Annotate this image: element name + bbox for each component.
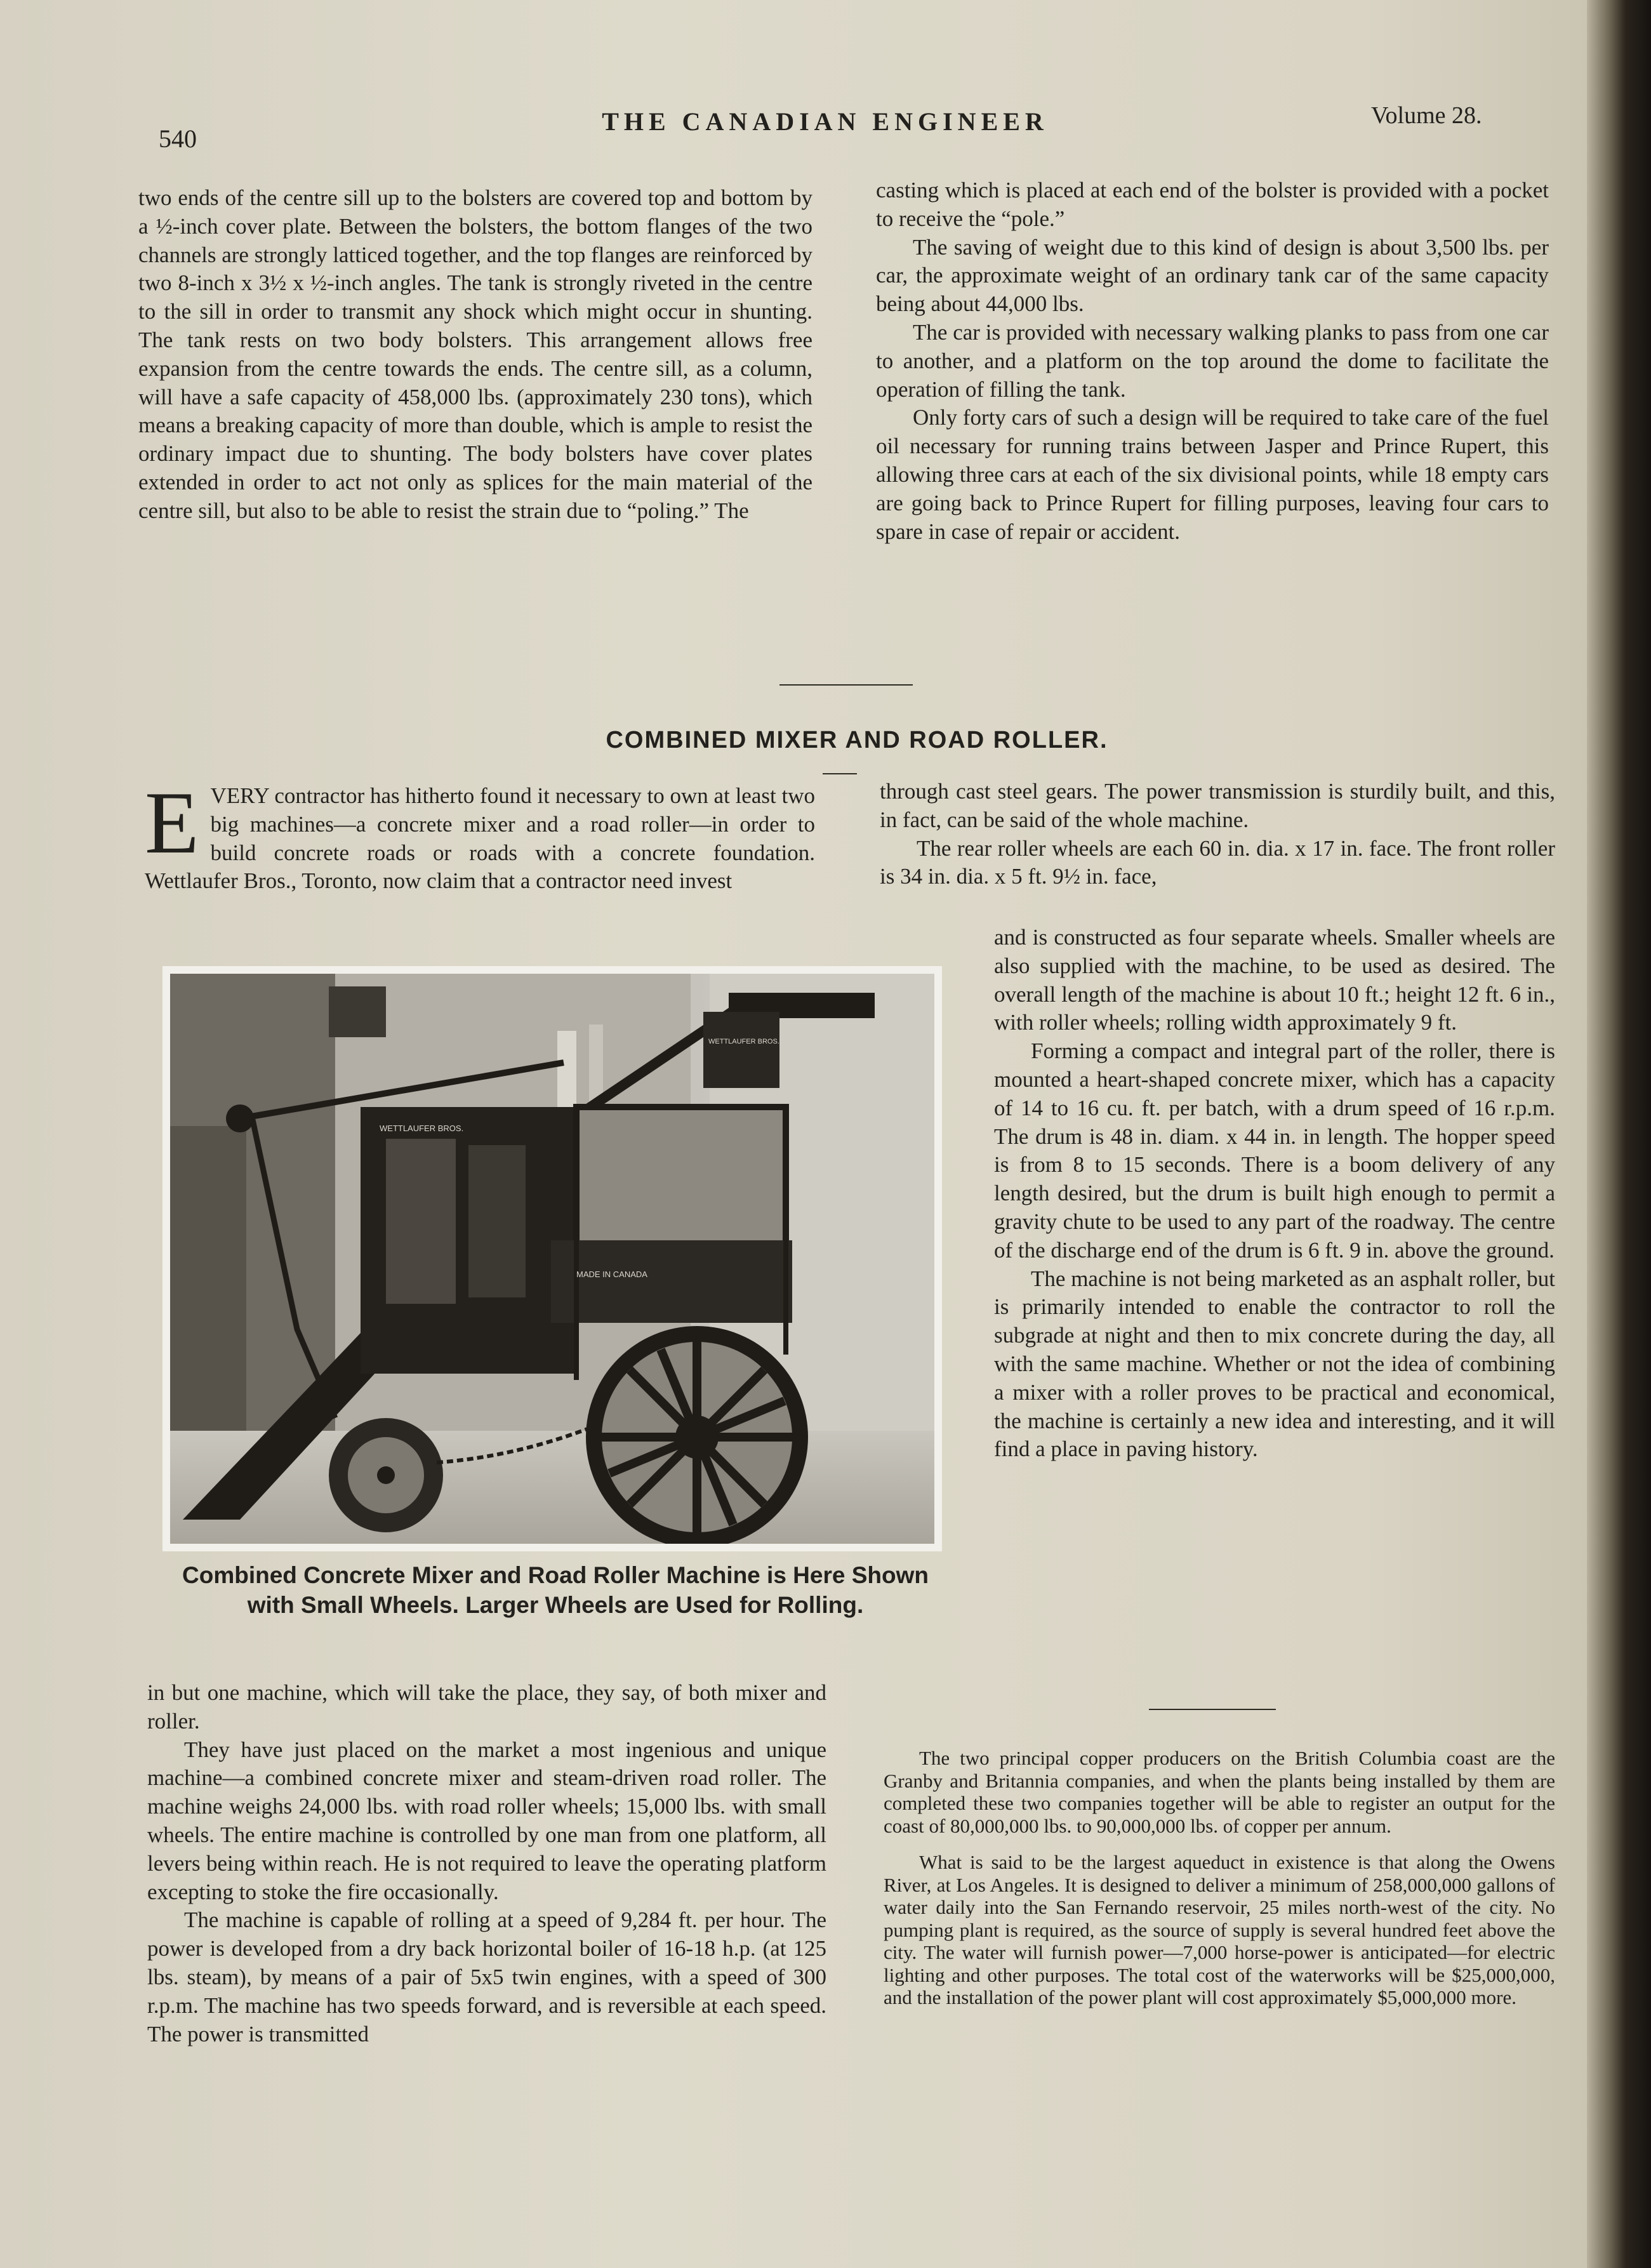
news-divider: [1149, 1709, 1276, 1710]
intro-text: VERY contractor has hitherto found it necessary to own at least two big machines—a concrete mixer and a road roller—in order to build concrete roads or roads with a concrete foundation. Wettlaufer Bros., Toronto, now claim that a contractor need invest: [145, 783, 815, 894]
paragraph: The saving of weight due to this kind of design is about 3,500 lbs. per car, the approximate weight of an ordinary tank car of the same capacity being about 44,000 lbs.: [876, 234, 1549, 317]
book-spine-edge: [1587, 0, 1651, 2268]
news-paragraph: What is said to be the largest aqueduct in existence is that along the Owens River, at Los Angeles. It is designed to deliver a minimum of 258,000,000 gallons of water daily into the San Fernando reservoir, 25 miles north-west of the city. No pumping plant is required, as the source of supply is several hundred feet above the city. The water will furnish power—7,000 horse-power is anticipated—for electric lighting and other purposes. The total cost of the waterworks will be $25,000,000, and the installation of the power plant will cost approximately $5,000,000 more.: [884, 1851, 1555, 2008]
tank-car-column-left: [138, 184, 812, 526]
paragraph: The machine is not being marketed as an asphalt roller, but is primarily intended to enable the contractor to roll the subgrade at night and then to mix concrete during the day, all with the same machine. Whether or not the idea of combining a mixer with a roller proves to be practical and economical, the machine is certainly a new idea and interesting, and it will find a place in paving history.: [994, 1266, 1555, 1462]
article-right-wide: [880, 778, 1555, 891]
paragraph: Forming a compact and integral part of the roller, there is mounted a heart-shaped concrete mixer, which has a capacity of 14 to 16 cu. ft. per batch, with a drum speed of 16 r.p.m. The drum is 48 in. diam. x 44 in. in length. The hopper speed is from 8 to 15 seconds. There is a boom delivery of any length desired, but the drum is built high enough to permit a gravity chute to be used to any part of the roadway. The centre of the discharge end of the drum is 6 ft. 9 in. above the ground.: [994, 1038, 1555, 1263]
paragraph: The car is provided with necessary walking planks to pass from one car to another, and a platform on the top around the dome to facilitate the operation of filling the tank.: [876, 319, 1549, 402]
paragraph: Only forty cars of such a design will be required to take care of the fuel oil necessary for running trains between Jasper and Prince Rupert, this allowing three cars at each of the six divisional points, while 18 empty cars are going back to Prince Rupert for filling purposes, leaving four cars to spare in case of repair or accident.: [876, 405, 1549, 544]
drop-cap: E: [145, 774, 199, 872]
intro-paragraph: [145, 774, 815, 896]
journal-title: THE CANADIAN ENGINEER: [602, 107, 1049, 136]
volume-label: Volume 28.: [1371, 102, 1482, 129]
made-in-canada-text: MADE IN CANADA: [576, 1270, 647, 1279]
hopper-plate-text: WETTLAUFER BROS.: [708, 1038, 779, 1045]
article-heading: COMBINED MIXER AND ROAD ROLLER.: [606, 727, 1108, 753]
boiler-plate-text: WETTLAUFER BROS.: [380, 1124, 464, 1133]
paragraph: casting which is placed at each end of the bolster is provided with a pocket to receive the “pole.”: [876, 178, 1549, 231]
paragraph: The rear roller wheels are each 60 in. dia. x 17 in. face. The front roller is 34 in. dia. x 5 ft. 9½ in. face,: [880, 835, 1555, 889]
page-number: 540: [159, 124, 197, 153]
machine-photograph: [162, 966, 942, 1551]
paragraph: in but one machine, which will take the place, they say, of both mixer and roller.: [147, 1680, 826, 1734]
news-paragraph: The two principal copper producers on the British Columbia coast are the Granby and Britannia companies, and when the plants being installed by them are completed these two companies together will be able to register an output for the coast of 80,000,000 lbs. to 90,000,000 lbs. of copper per annum.: [884, 1747, 1555, 1837]
article-left-continued: [147, 1679, 826, 2048]
mixer-roller-illustration: [170, 974, 934, 1544]
paragraph: through cast steel gears. The power transmission is sturdily built, and this, in fact, can be said of the whole machine.: [880, 779, 1555, 832]
section-divider: [779, 684, 913, 686]
paragraph: two ends of the centre sill up to the bolsters are covered top and bottom by a ½-inch cover plate. Between the bolsters, the bottom flanges of the two channels are strongly latticed together, and the top flanges are reinforced by two 8-inch x 3½ x ½-inch angles. The tank is strongly riveted in the centre to the sill in order to transmit any shock which might occur in shunting. The tank rests on two body bolsters. This arrangement allows free expansion from the centre towards the ends. The centre sill, as a column, will have a safe capacity of 458,000 lbs. (approximately 230 tons), which means a breaking capacity of more than double, which is ample to resist the ordinary impact due to shunting. The body bolsters have cover plates extended in order to act not only as splices for the main material of the centre sill, but also to be able to resist the strain due to “poling.” The: [138, 185, 812, 523]
paragraph: and is constructed as four separate wheels. Smaller wheels are also supplied with the machine, to be used as desired. The overall length of the machine is about 10 ft.; height 12 ft. 6 in., with roller wheels; rolling width approximately 9 ft.: [994, 925, 1555, 1035]
news-items: [884, 1747, 1555, 2023]
paragraph: The machine is capable of rolling at a speed of 9,284 ft. per hour. The power is developed from a dry back horizontal boiler of 16-18 h.p. (at 125 lbs. steam), by means of a pair of 5x5 twin engines, with a speed of 300 r.p.m. The machine has two speeds forward, and is reversible at each speed. The power is transmitted: [147, 1907, 826, 2046]
paragraph: They have just placed on the market a most ingenious and unique machine—a combined concrete mixer and steam-driven road roller. The machine weighs 24,000 lbs. with road roller wheels; 15,000 lbs. with small wheels. The entire machine is controlled by one man from one platform, all levers being within reach. He is not required to leave the operating platform excepting to stoke the fire occasionally.: [147, 1737, 826, 1904]
tank-car-column-right: [876, 176, 1549, 546]
figure-caption: Combined Concrete Mixer and Road Roller Machine is Here Shown with Small Wheels. Larger Wheels are Used for Rolling.: [182, 1562, 929, 1618]
article-intro: [145, 774, 815, 896]
article-right-narrow: [994, 924, 1555, 1464]
heading-underline: [823, 773, 857, 774]
